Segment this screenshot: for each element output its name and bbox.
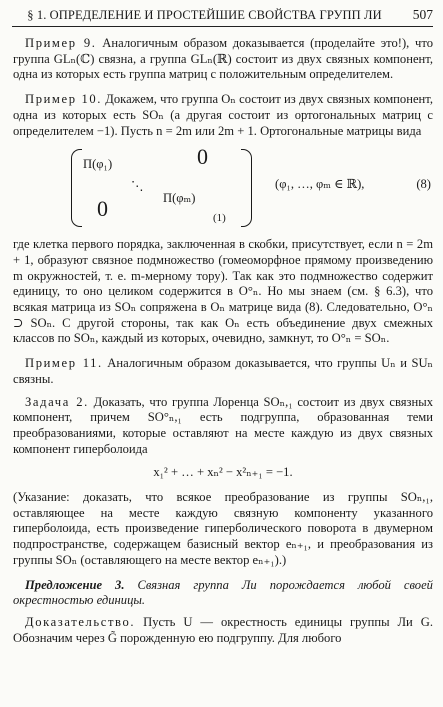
header-title: § 1. ОПРЕДЕЛЕНИЕ И ПРОСТЕЙШИЕ СВОЙСТВА ГРУПП ЛИ — [27, 8, 382, 22]
matrix-one-block: (1) — [213, 212, 226, 225]
example-11-label: Пример 11. — [25, 356, 103, 371]
proof-text: Пусть U — окрестность единицы группы Ли G. Обозначим через G̃ порожденную ею подгруппу. Для любого — [13, 614, 433, 645]
task-2 — [13, 395, 433, 458]
matrix-block-1: Π(φ₁) — [83, 157, 113, 172]
example-10-continuation: где клетка первого порядка, заключенная в скобки, присутствует, если n = 2m + 1, образуют связное подмножество (гомеоморфное прямому произведению m окружностей, т. е. m-мерному тору). Так как это подмножество содержит единицу, то оно целиком содержится в O°ₙ. Но мы знаем (см. § 6.3), что всякая матрица из SOₙ сопряжена в Oₙ матрице вида (8). Следовательно, O°ₙ ⊃ SOₙ. С другой стороны, так как Oₙ есть объединение двух смежных классов по SOₙ, каждый из которых, очевидно, замкнут, то O°ₙ = SOₙ. — [13, 237, 433, 346]
example-11-text: Аналогичным образом доказывается, что группы Uₙ и SUₙ связны. — [13, 356, 433, 386]
matrix-zero-top: 0 — [197, 144, 208, 170]
matrix-formula-8 — [13, 143, 433, 231]
task-2-label: Задача 2. — [25, 394, 89, 409]
matrix-dots: ⋱ — [131, 179, 144, 194]
page-number: 507 — [412, 7, 433, 22]
matrix-zero-bottom: 0 — [97, 196, 108, 222]
example-9-text: Аналогичным образом доказывается (проделайте это!), что группа GLₙ(ℂ) связна, а группа GLₙ(ℝ) состоит из двух связных компонент, одна из которых есть группа матриц с положительным определителем. — [13, 36, 433, 82]
matrix-condition: (φ₁, …, φₘ ∈ ℝ), — [275, 177, 365, 192]
example-9-label: Пример 9. — [25, 36, 97, 50]
example-10-label: Пример 10. — [25, 92, 102, 107]
example-9 — [13, 36, 433, 83]
proposition-3 — [13, 578, 433, 609]
matrix-block-m: Π(φₘ) — [163, 191, 196, 206]
proposition-3-label: Предложение 3. — [25, 577, 125, 592]
hyperboloid-equation: x₁² + … + xₙ² − x²ₙ₊₁ = −1. — [153, 465, 293, 480]
matrix-right-bracket — [241, 149, 252, 227]
running-header — [12, 4, 433, 27]
task-2-hint: (Указание: доказать, что всякое преобразование из группы SOₙ,₁, оставляющее на месте каждую связную компоненту указанного гиперболоида, есть произведение гиперболического поворота в двумерном подпространстве, содержащем базисный вектор eₙ₊₁, и преобразования из группы SOₙ (оставляющего на месте вектор eₙ₊₁).) — [13, 490, 433, 567]
example-10 — [13, 92, 433, 139]
equation-label-8: (8) — [416, 177, 431, 192]
proof-label: Доказательство. — [25, 614, 136, 629]
proposition-3-text: Связная группа Ли порождается любой своей окрестностью единицы. — [13, 577, 433, 608]
matrix-left-bracket — [71, 149, 82, 227]
example-11 — [13, 356, 433, 387]
example-10-text: Докажем, что группа Oₙ состоит из двух связных компонент, одна из которых есть SOₙ (а другая состоит из ортогональных матриц с определителем −1). Пусть n = 2m или 2m + 1. Ортогональные матрицы вида — [13, 92, 433, 138]
proof — [13, 615, 433, 646]
page-body — [13, 36, 433, 646]
task-2-text: Доказать, что группа Лоренца SOₙ,₁ состоит из двух связных компонент, причем SO°ₙ,₁ есть подгруппа, образованная теми преобразованиями, которые оставляют на месте каждую из двух связных компонент гиперболоида — [13, 394, 434, 456]
